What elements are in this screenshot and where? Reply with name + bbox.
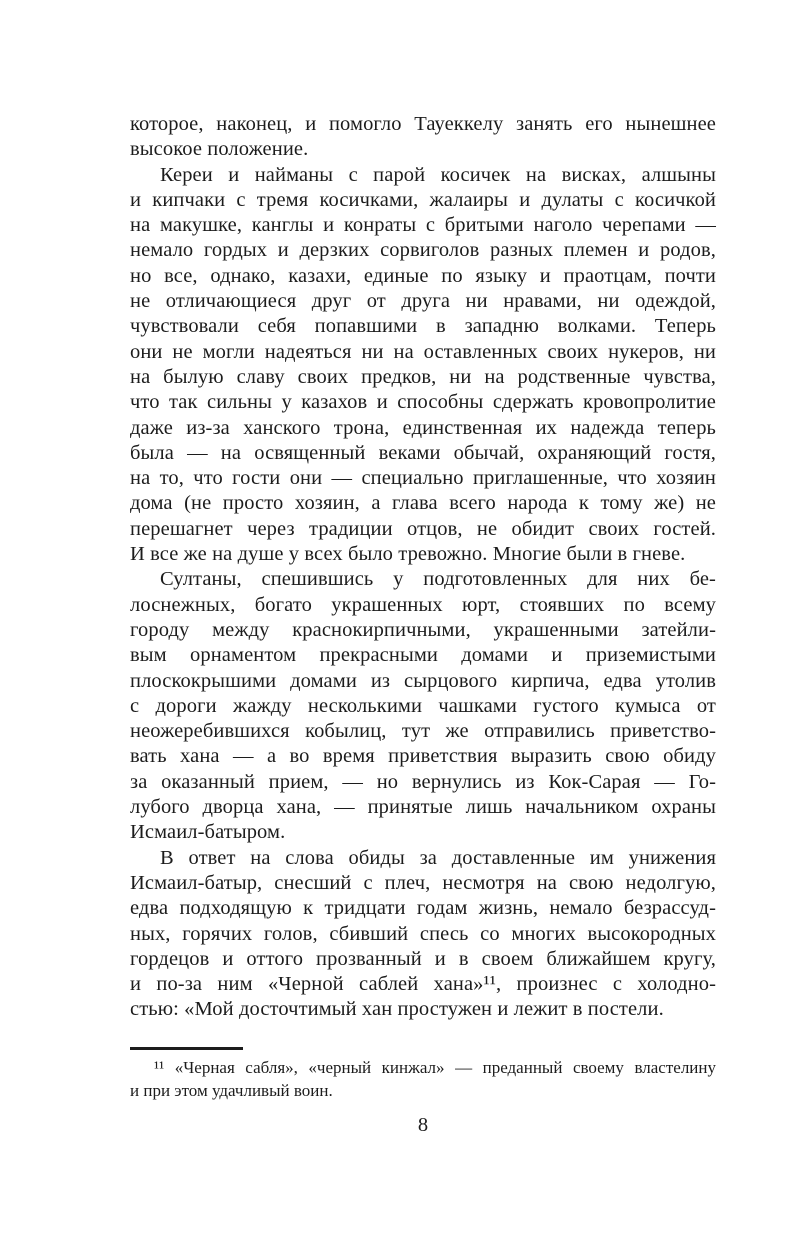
paragraph (130, 163, 716, 568)
text-line: за оказанный прием, — но вернулись из Кок-Сарая — Го- (130, 770, 716, 793)
footnote-rule (130, 1047, 243, 1050)
text-line: Кереи и найманы с парой косичек на висках, алшыны (160, 163, 716, 186)
text-line: лубого дворца хана, — принятые лишь начальником охраны (130, 796, 716, 819)
text-line: стью: «Мой досточтимый хан простужен и лежит в постели. (130, 998, 664, 1021)
text-line: В ответ на слова обиды за доставленные им унижения (160, 846, 716, 869)
footnote-line: и при этом удачливый воин. (130, 1080, 333, 1100)
text-line: чувствовали себя попавшими в западню волками. Теперь (130, 315, 716, 338)
text-line: Исмаил-батыром. (130, 821, 286, 844)
paragraph (130, 112, 716, 163)
text-line: лоснежных, богато украшенных юрт, стоявших по всему (130, 593, 716, 616)
text-line: высокое положение. (130, 138, 309, 161)
footnote-line: ¹¹ «Черная сабля», «черный кинжал» — преданный своему властелину (154, 1058, 716, 1077)
paragraph (130, 846, 716, 1023)
page-number: 8 (417, 1114, 429, 1136)
text-line: Исмаил-батыр, снесший с плеч, несмотря на свою недолгую, (130, 871, 716, 894)
text-line: и по-за ним «Черной саблей хана»¹¹, произнес с холодно- (130, 973, 716, 996)
text-line: была — на освященный веками обычай, охраняющий гостя, (130, 441, 716, 464)
footnote-text (130, 1057, 716, 1102)
text-line: ных, горячих голов, сбивший спесь со многих высокородных (130, 922, 716, 945)
text-line: едва подходящую к тридцати годам жизнь, немало безрассуд- (130, 897, 716, 920)
text-line: которое, наконец, и помогло Тауеккелу занять его нынешнее (130, 113, 716, 135)
text-line: и кипчаки с тремя косичками, жалаиры и дулаты с косичкой (130, 188, 716, 211)
text-line: дома (не просто хозяин, а глава всего народа к тому же) не (130, 492, 716, 515)
text-line: немало гордых и дерзких сорвиголов разных племен и родов, (130, 239, 716, 262)
text-line: перешагнет через традиции отцов, не обидит своих гостей. (130, 517, 716, 540)
text-line: плоскокрышими домами из сырцового кирпича, едва утолив (130, 669, 716, 692)
text-line: не отличающиеся друг от друга ни нравами, ни одеждой, (130, 290, 716, 313)
text-line: Султаны, спешившись у подготовленных для них бе- (160, 568, 716, 591)
text-line: даже из-за ханского трона, единственная их надежда теперь (130, 416, 716, 439)
text-line: но все, однако, казахи, единые по языку и праотцам, почти (130, 264, 716, 287)
text-line: они не могли надеяться ни на оставленных своих нукеров, ни (130, 340, 716, 363)
text-line: на былую славу своих предков, ни на родственные чувства, (130, 365, 716, 388)
paragraph (130, 567, 716, 845)
text-line: И все же на душе у всех было тревожно. Многие были в гневе. (130, 543, 686, 566)
text-line: гордецов и оттого прозванный и в своем ближайшем кругу, (130, 947, 716, 970)
text-line: на макушке, канглы и конраты с бритыми наголо черепами — (130, 214, 716, 237)
text-line: вым орнаментом прекрасными домами и приземистыми (130, 644, 716, 667)
body-text (130, 112, 716, 1023)
text-line: вать хана — а во время приветствия выразить свою обиду (130, 745, 716, 768)
text-line: на то, что гости они — специально приглашенные, что хозяин (130, 467, 716, 490)
footnote (130, 1047, 716, 1102)
text-line: неожеребившихся кобылиц, тут же отправились приветство- (130, 720, 716, 743)
text-line: городу между краснокирпичными, украшенными затейли- (130, 618, 716, 641)
text-line: что так сильны у казахов и способны сдержать кровопролитие (130, 391, 716, 414)
text-line: с дороги жажду несколькими чашками густого кумыса от (130, 694, 716, 717)
